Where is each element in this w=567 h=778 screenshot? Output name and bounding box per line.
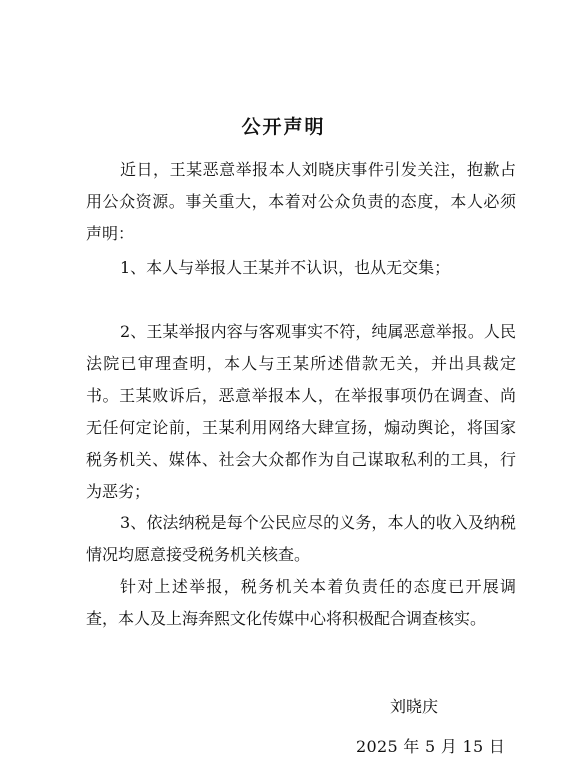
- closing-paragraph: 针对上述举报，税务机关本着负责任的态度已开展调查，本人及上海奔熙文化传媒中心将积极配合调查核实。: [86, 577, 516, 628]
- point-2-paragraph: 2、王某举报内容与客观事实不符，纯属恶意举报。人民法院已审理查明，本人与王某所述借款无关，并出具裁定书。王某败诉后，恶意举报本人，在举报事项仍在调查、尚无任何定论前，王某利用网络大肆宣扬，煽动舆论，将国家税务机关、媒体、社会大众都作为自己谋取私利的工具，行为恶劣；: [86, 322, 516, 501]
- signature-name: 刘晓庆: [390, 697, 439, 716]
- signature-date: 2025 年 5 月 15 日: [356, 737, 506, 756]
- point-3-paragraph: 3、依法纳税是每个公民应尽的义务，本人的收入及纳税情况均愿意接受税务机关核查。: [86, 513, 516, 564]
- document-title: 公开声明: [241, 116, 326, 138]
- point-1-paragraph: 1、本人与举报人王某并不认识，也从无交集；: [120, 258, 451, 277]
- intro-paragraph: 近日，王某恶意举报本人刘晓庆事件引发关注，抱歉占用公众资源。事关重大，本着对公众负责的态度，本人必须声明：: [86, 160, 516, 243]
